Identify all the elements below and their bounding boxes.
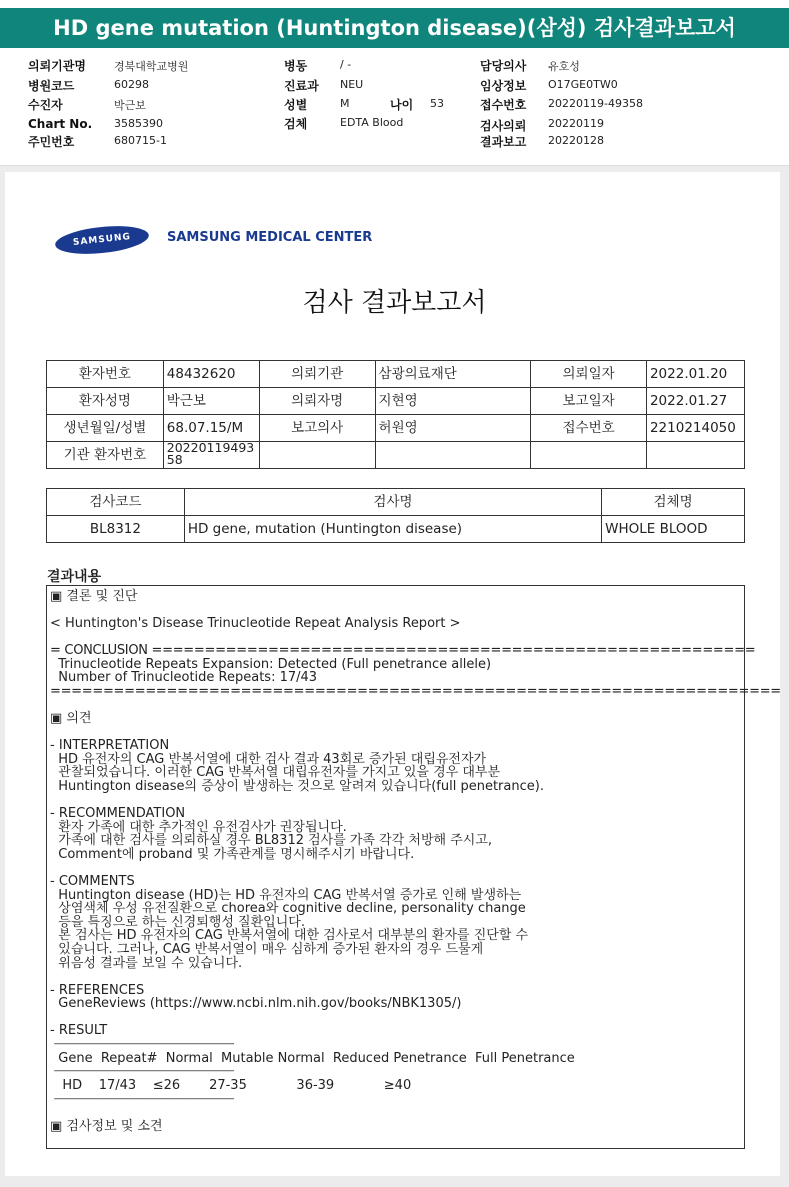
table-cell: 의뢰자명 — [259, 388, 375, 415]
header-label: 진료과 — [284, 79, 319, 93]
result-line: Comment에 proband 및 가족관계를 명시해주시기 바랍니다. — [50, 847, 415, 862]
table-cell: 의뢰기관 — [259, 361, 375, 388]
header-value: 3585390 — [114, 117, 163, 130]
table-cell: 기관 환자번호 — [47, 442, 164, 469]
header-value: EDTA Blood — [340, 116, 404, 129]
separator-line: ===================================================================== — [50, 684, 781, 699]
result-line: Huntington disease의 증상이 발생하는 것으로 알려져 있습니다(full penetrance). — [50, 779, 544, 794]
table-cell: 2210214050 — [646, 415, 744, 442]
header-label: 임상정보 — [480, 79, 527, 93]
table-header: 검사명 — [184, 489, 601, 516]
table-cell: 의뢰일자 — [531, 361, 647, 388]
header-value: / - — [340, 58, 352, 71]
result-table-row: HD 17/43 ≤26 27-35 36-39 ≥40 — [50, 1078, 412, 1093]
separator-line: -------------------------------------------------------------------------------- — [50, 1066, 234, 1076]
result-table-header: Gene Repeat# Normal Mutable Normal Reduced Penetrance Full Penetrance — [50, 1051, 575, 1066]
section-heading: ▣ 검사정보 및 소견 — [50, 1119, 163, 1134]
result-line: GeneReviews (https://www.ncbi.nlm.nih.gov/books/NBK1305/) — [50, 996, 462, 1011]
header-label: 수진자 — [28, 98, 63, 112]
header-value: 박근보 — [114, 99, 146, 112]
age-value: 53 — [430, 97, 444, 110]
header-value: 경북대학교병원 — [114, 60, 189, 73]
table-cell: 68.07.15/M — [163, 415, 259, 442]
header-label: 병원코드 — [28, 79, 75, 93]
samsung-logo: SAMSUNG — [54, 222, 150, 258]
result-line: 있습니다. 그러나, CAG 반복서열이 매우 심하게 증가된 환자의 경우 드물게 — [50, 942, 484, 957]
header-label: 접수번호 — [480, 98, 527, 112]
header-value: 60298 — [114, 78, 149, 91]
table-cell — [259, 442, 375, 469]
header-value: 20220128 — [548, 134, 604, 147]
report-header — [0, 50, 789, 166]
table-cell: 2022.01.20 — [646, 361, 744, 388]
header-value: M — [340, 97, 350, 110]
separator-line: -------------------------------------------------------------------------------- — [50, 1039, 234, 1049]
header-value: 20220119-49358 — [548, 97, 643, 110]
table-cell: 환자번호 — [47, 361, 164, 388]
table-header: 검체명 — [602, 489, 745, 516]
table-header: 검사코드 — [47, 489, 185, 516]
result-line: Huntington disease (HD)는 HD 유전자의 CAG 반복서열 증가로 인해 발생하는 — [50, 888, 522, 903]
table-cell: 보고일자 — [531, 388, 647, 415]
table-cell: 20220119493 58 — [163, 442, 259, 469]
table-cell: 삼광의료재단 — [375, 361, 531, 388]
report-heading: < Huntington's Disease Trinucleotide Repeat Analysis Report > — [50, 616, 461, 631]
table-cell: 지현영 — [375, 388, 531, 415]
result-section-label: 결과내용 — [47, 569, 102, 585]
table-cell: 접수번호 — [531, 415, 647, 442]
table-cell: BL8312 — [47, 516, 185, 543]
result-line: HD 유전자의 CAG 반복서열에 대한 검사 결과 43회로 증가된 대립유전자가 — [50, 752, 487, 767]
subsection-heading: - REFERENCES — [50, 983, 145, 998]
result-line: 등을 특징으로 하는 신경퇴행성 질환입니다. — [50, 915, 305, 930]
subsection-heading: - RESULT — [50, 1023, 108, 1038]
page-title: HD gene mutation (Huntington disease)(삼성) 검사결과보고서 — [0, 8, 789, 48]
table-cell: 박근보 — [163, 388, 259, 415]
result-line: 본 검사는 HD 유전자의 CAG 반복서열에 대한 검사로서 대부분의 환자를 진단할 수 — [50, 928, 529, 943]
header-label: 의뢰기관명 — [28, 59, 86, 73]
table-cell — [646, 442, 744, 469]
result-line: 가족에 대한 검사를 의뢰하실 경우 BL8312 검사를 가족 각각 처방해 주시고, — [50, 833, 493, 848]
header-value: 20220119 — [548, 117, 604, 130]
document-title: 검사 결과보고서 — [302, 288, 487, 318]
header-label: 검체 — [284, 117, 308, 131]
header-value: O17GE0TW0 — [548, 78, 618, 91]
header-label: 검사의뢰 — [480, 119, 527, 133]
table-cell: 허원영 — [375, 415, 531, 442]
header-label: 담당의사 — [480, 59, 527, 73]
result-line: 관찰되었습니다. 이러한 CAG 반복서열 대립유전자를 가지고 있을 경우 대부분 — [50, 765, 501, 780]
header-value: 680715-1 — [114, 134, 167, 147]
header-label: Chart No. — [28, 117, 93, 131]
header-label: 주민번호 — [28, 135, 75, 149]
table-cell: 환자성명 — [47, 388, 164, 415]
hospital-name: SAMSUNG MEDICAL CENTER — [167, 230, 373, 245]
table-cell: 생년월일/성별 — [47, 415, 164, 442]
conclusion-line: = CONCLUSION ========================================================= — [50, 643, 756, 658]
table-cell: 2022.01.27 — [646, 388, 744, 415]
age-label: 나이 — [390, 98, 414, 112]
subsection-heading: - RECOMMENDATION — [50, 806, 186, 821]
section-heading: ▣ 결론 및 진단 — [50, 589, 138, 604]
header-label: 병동 — [284, 59, 308, 73]
header-value: NEU — [340, 78, 364, 91]
result-line: 위음성 결과를 보일 수 있습니다. — [50, 956, 243, 971]
table-cell: 48432620 — [163, 361, 259, 388]
table-cell: 보고의사 — [259, 415, 375, 442]
patient-info-table — [46, 360, 745, 469]
result-line: Trinucleotide Repeats Expansion: Detected (Full penetrance allele) — [50, 657, 492, 672]
header-label: 성별 — [284, 98, 308, 112]
table-cell: WHOLE BLOOD — [602, 516, 745, 543]
separator-line: -------------------------------------------------------------------------------- — [50, 1094, 234, 1104]
header-label: 결과보고 — [480, 135, 527, 149]
test-info-table — [46, 488, 745, 543]
table-cell: HD gene, mutation (Huntington disease) — [184, 516, 601, 543]
result-line: 환자 가족에 대한 추가적인 유전검사가 권장됩니다. — [50, 820, 347, 835]
subsection-heading: - INTERPRETATION — [50, 738, 170, 753]
result-line: 상염색체 우성 유전질환으로 chorea와 cognitive decline, personality change — [50, 901, 526, 916]
table-cell — [375, 442, 531, 469]
section-heading: ▣ 의견 — [50, 711, 92, 726]
table-cell — [531, 442, 647, 469]
subsection-heading: - COMMENTS — [50, 874, 135, 889]
header-value: 유호성 — [548, 60, 580, 73]
result-line: Number of Trinucleotide Repeats: 17/43 — [50, 670, 318, 685]
